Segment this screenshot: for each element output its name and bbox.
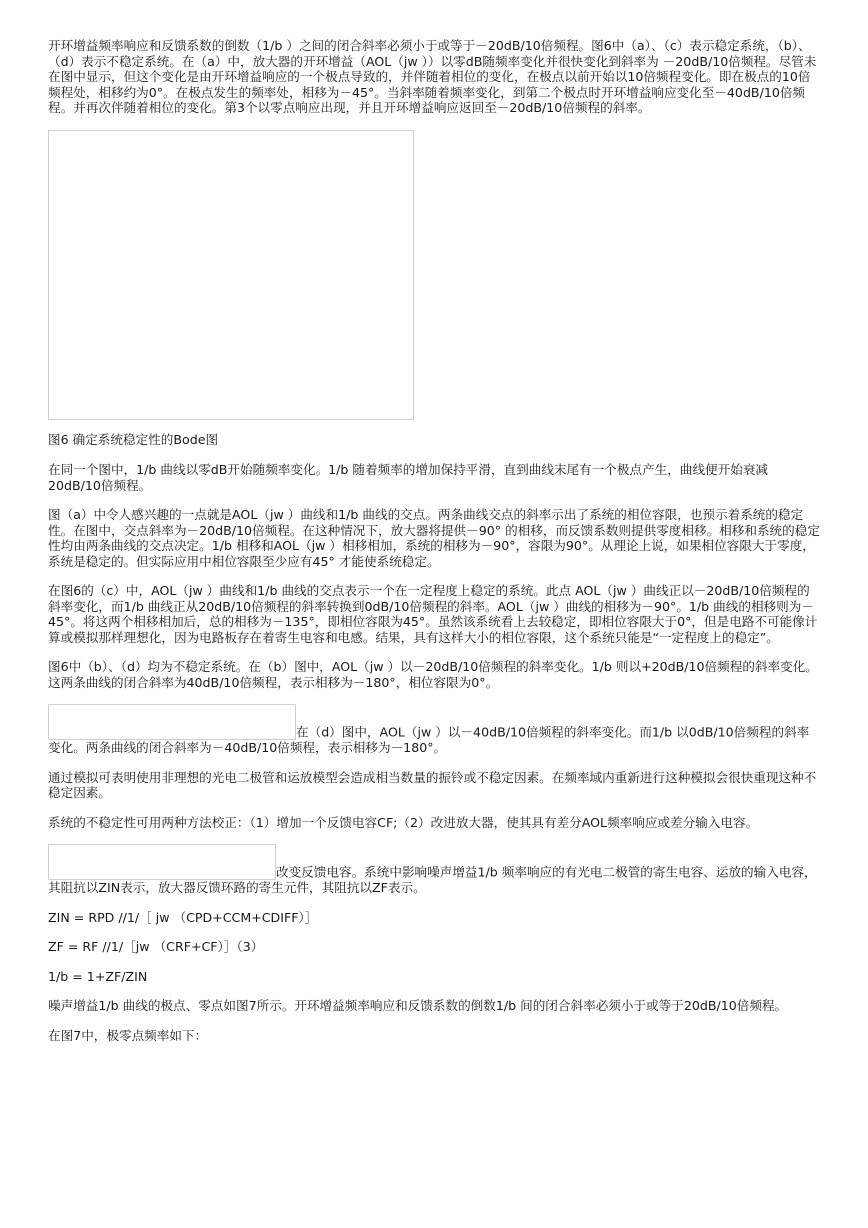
inline-figure-image	[48, 844, 276, 880]
paragraph-unstable-d	[48, 704, 820, 756]
paragraph-closure-slope: 开环增益频率响应和反馈系数的倒数（1/b ）之间的闭合斜率必须小于或等于－20dB/10倍频程。图6中（a）、（c）表示稳定系统，（b）、（d）表示不稳定系统。在（a）中，放大器的开环增益（AOL（jw ））以零dB随频率变化并很快变化到斜率为 －20dB/10倍频程。尽管未在图中显示，但这个变化是由开环增益响应的一个极点导致的，并伴随着相位的变化，在极点以前开始以10倍频程变化。即在极点的10倍频程处，相移约为0°。在极点发生的频率处，相移为－45°。当斜率随着频率变化，到第二个极点时开环增益响应变化至－40dB/10倍频程。并再次伴随着相位的变化。第3个以零点响应出现，并且开环增益响应返回至－20dB/10倍频程的斜率。	[48, 38, 817, 115]
formula-inverse-b: 1/b = 1+ZF/ZIN	[48, 968, 148, 984]
paragraph-pole-zero-frequencies: 在图7中，极零点频率如下：	[48, 1027, 208, 1043]
figure-6-bode-plot-image	[48, 130, 414, 420]
paragraph-simulation: 通过模拟可表明使用非理想的光电二极管和运放模型会造成相当数量的振铃或不稳定因素。在频率域内重新进行这种模拟会很快重现这种不稳定因素。	[48, 769, 817, 800]
paragraph-feedback-capacitor-text: 改变反馈电容。系统中影响噪声增益1/b 频率响应的有光电二极管的寄生电容、运放的输入电容，其阻抗以ZIN表示，放大器反馈环路的寄生元件，其阻抗以ZF表示。	[48, 864, 817, 895]
paragraph-inverse-b-curve: 在同一个图中，1/b 曲线以零dB开始随频率变化。1/b 随着频率的增加保持平滑，直到曲线末尾有一个极点产生，曲线便开始衰减20dB/10倍频程。	[48, 462, 769, 493]
formula-zf: ZF = RF //1/［jw （CRF+CF）］（3）	[48, 939, 264, 954]
paragraph-unstable-b: 图6中（b）、（d）均为不稳定系统。在（b）图中，AOL（jw ）以－20dB/10倍频程的斜率变化。1/b 则以+20dB/10倍频程的斜率变化。这两条曲线的闭合斜率为40dB/10倍频程，表示相移为－180°，相位容限为0°。	[48, 659, 818, 690]
paragraph-intersection-a: 图（a）中令人感兴趣的一点就是AOL（jw ）曲线和1/b 曲线的交点。两条曲线交点的斜率示出了系统的相位容限，也预示着系统的稳定性。在图中，交点斜率为－20dB/10倍频程。在这种情况下，放大器将提供－90° 的相移，而反馈系数则提供零度相移。相移和系统的稳定性均由两条曲线的交点决定。1/b 相移和AOL（jw ）相移相加，系统的相移为－90°，容限为90°。从理论上说，如果相位容限大于零度，系统是稳定的。但实际应用中相位容限至少应有45° 才能使系统稳定。	[48, 507, 820, 569]
paragraph-unstable-d-text: 在（d）图中，AOL（jw ）以－40dB/10倍频程的斜率变化。而1/b 以0dB/10倍频程的斜率变化。两条曲线的闭合斜率为－40dB/10倍频程，表示相移为－180°。	[48, 724, 810, 755]
paragraph-feedback-capacitor	[48, 844, 820, 896]
inline-figure-image	[48, 704, 296, 740]
paragraph-correction-methods: 系统的不稳定性可用两种方法校正：（1）增加一个反馈电容CF;（2）改进放大器，使其具有差分AOL频率响应或差分输入电容。	[48, 814, 759, 830]
figure-6-caption: 图6 确定系统稳定性的Bode图	[48, 431, 219, 447]
formula-zin: ZIN = RPD //1/［ jw （CPD+CCM+CDIFF）］	[48, 909, 318, 925]
paragraph-noise-gain: 噪声增益1/b 曲线的极点、零点如图7所示。开环增益频率响应和反馈系数的倒数1/b 间的闭合斜率必须小于或等于20dB/10倍频程。	[48, 998, 788, 1013]
paragraph-figure-c: 在图6的（c）中，AOL（jw ）曲线和1/b 曲线的交点表示一个在一定程度上稳定的系统。此点 AOL（jw ）曲线正以－20dB/10倍频程的斜率变化，而1/b 曲线正从20dB/10倍频程的斜率转换到0dB/10倍频程的斜率。AOL（jw ）曲线的相移为－90°。1/b 曲线的相移则为－45°。将这两个相移相加后，总的相移为－135°，即相位容限为45°。虽然该系统看上去较稳定，即相位容限大于0°，但是电路不可能像计算或模拟那样理想化，因为电路板存在着寄生电容和电感。结果，具有这样大小的相位容限，这个系统只能是“一定程度上的稳定”。	[48, 583, 818, 645]
document-body	[48, 38, 820, 1057]
